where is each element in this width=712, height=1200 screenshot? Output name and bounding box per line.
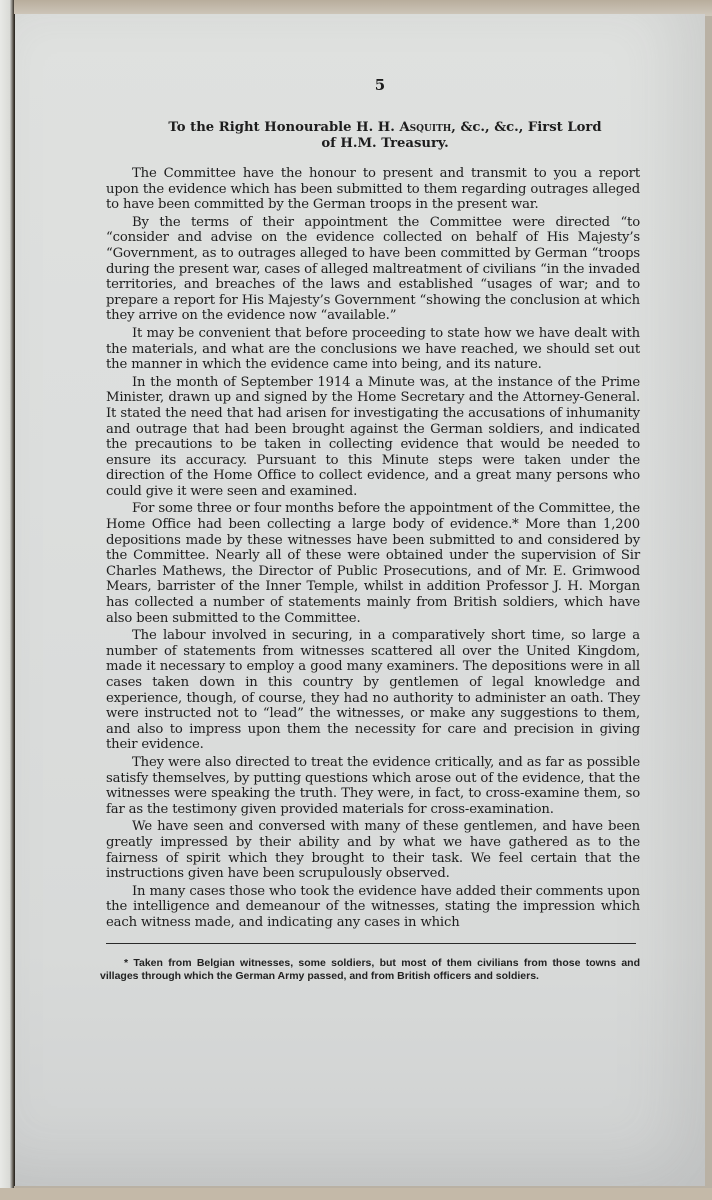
- paragraph: They were also directed to treat the evidence critically, and as far as possible satisfy themselves, by putting questions which arose out of the evidence, that the witnesses were speaking the truth. They were, in fact, to cross-examine them, so far as the testimony given provided materials for cross-examination.: [106, 754, 641, 817]
- paragraph: The labour involved in securing, in a comparatively short time, so large a number of statements from witnesses scattered all over the United Kingdom, made it necessary to employ a good many examiners. The depositions were in all cases taken down in this country by gentlemen of legal knowledge and experience, though, of course, they had no authority to administer an oath. They were instructed not to “lead” the witnesses, or make any suggestions to them, and also to impress upon them the necessity for care and precision in giving their evidence.: [106, 628, 640, 753]
- page-number: 5: [374, 76, 386, 94]
- paragraph: In many cases those who took the evidence have added their comments upon the intelligence and demeanour of the witnesses, stating the impression which each witness made, and indicating any cases in which: [106, 883, 640, 930]
- address-heading: [108, 120, 662, 152]
- page-bottom-edge: [0, 1188, 712, 1200]
- paragraph: By the terms of their appointment the Committee were directed “to “consider and advise on the evidence collected on behalf of His Majesty’s “Government, as to outrages alleged to have been committed by German “troops during the present war, cases of alleged maltreatment of civilians “in the invaded territories, and breaches of the laws and established “usages of war; and to prepare a report for His Majesty’s Government “showing the conclusion at which they arrive on the evidence now “available.”: [106, 214, 640, 324]
- footnote: * Taken from Belgian witnesses, some soldiers, but most of them civilians from those towns and villages through which the German Army passed, and from British officers and soldiers.: [100, 956, 640, 982]
- paragraph: The Committee have the honour to present and transmit to you a report upon the evidence which has been submitted to them regarding outrages alleged to have been committed by the German troops in the present war.: [106, 166, 640, 213]
- heading-suffix: , &c., &c., First Lord: [451, 120, 602, 135]
- paragraph: For some three or four months before the appointment of the Committee, the Home Office had been collecting a large body of evidence.* More than 1,200 depositions made by these witnesses have been submitted to and considered by the Committee. Nearly all of these were obtained under the supervision of Sir Charles Mathews, the Director of Public Prosecutions, and of Mr. E. Grimwood Mears, barrister of the Inner Temple, whilst in addition Professor J. H. Morgan has collected a number of statements mainly from British soldiers, which have also been submitted to the Committee.: [106, 501, 640, 626]
- binding-edge: [0, 0, 14, 1200]
- document-body: [100, 70, 641, 993]
- heading-prefix: To the Right Honourable H. H.: [168, 120, 400, 135]
- heading-line-2: of H.M. Treasury.: [321, 136, 449, 151]
- paragraph: We have seen and conversed with many of these gentlemen, and have been greatly impressed by their ability and by what we have gathered as to the fairness of spirit which they brought to their task. We feel certain that the instructions given have been scrupulously observed.: [106, 819, 640, 882]
- footnote-divider: [106, 943, 636, 945]
- paragraph: It may be convenient that before proceeding to state how we have dealt with the materials, and what are the conclusions we have reached, we should set out the manner in which the evidence came into being, and its nature.: [106, 325, 640, 373]
- heading-name: Asquith: [399, 120, 452, 135]
- paragraph: In the month of September 1914 a Minute was, at the instance of the Prime Minister, drawn up and signed by the Home Secretary and the Attorney-General. It stated the need that had arisen for investigating the accusations of inhumanity and outrage that had been brought against the German soldiers, and indicated the precautions to be taken in collecting evidence that would be needed to ensure its accuracy. Pursuant to this Minute steps were taken under the direction of the Home Office to collect evidence, and a great many persons who could give it were seen and examined.: [106, 374, 640, 499]
